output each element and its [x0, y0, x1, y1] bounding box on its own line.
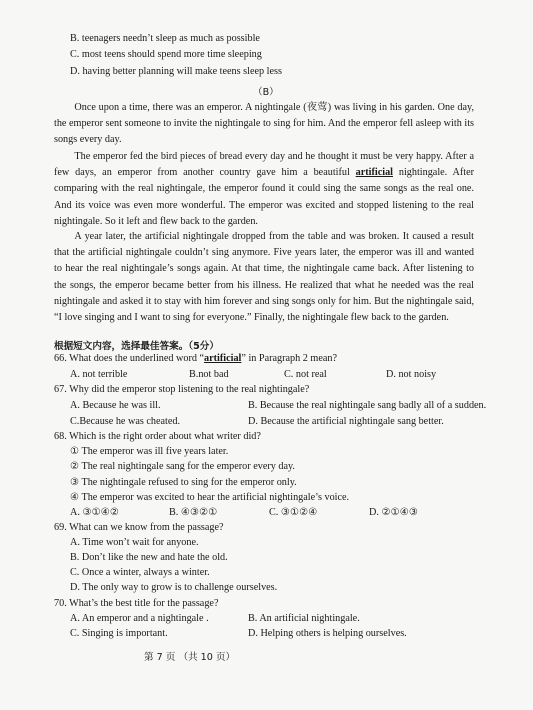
question-68-option-b: B. ④③②①: [169, 507, 218, 518]
question-69-option-c: C. Once a winter, always a winter.: [70, 567, 210, 578]
question-66-stem-a: 66. What does the underlined word “: [54, 353, 205, 364]
passage-paragraph-3: [54, 229, 474, 326]
question-69-option-d: D. The only way to grow is to challenge ourselves.: [70, 582, 278, 593]
passage-paragraph-2: [54, 149, 474, 230]
question-68-option-a: A. ③①④②: [70, 507, 119, 518]
paragraph-2-text-a: The emperor fed the bird pieces of bread every day and he thought it must be very happy. After a few days, an emperor from another country gave him a beautiful: [54, 151, 474, 179]
underlined-word: artificial: [355, 167, 393, 179]
question-68-option-c: C. ③①②④: [269, 507, 318, 518]
question-66-stem: [54, 353, 337, 364]
question-66-stem-b: ” in Paragraph 2 mean?: [241, 353, 337, 364]
question-67-option-c: C.Because he was cheated.: [70, 416, 181, 427]
question-68-event-2: ② The real nightingale sang for the emperor every day.: [70, 461, 295, 472]
question-66-option-b: B.not bad: [189, 369, 229, 380]
question-66-option-c: C. not real: [284, 369, 327, 380]
question-70-option-c: C. Singing is important.: [70, 628, 168, 639]
paragraph-2-text-b: nightingale. After comparing with the real nightingale, the emperor found it could sing the same songs as the real one. And its voice was even more wonderful. The emperor was excited and stopped listening to the real nightingale. So it left and flew back to the garden.: [54, 167, 475, 227]
instruction: 根据短文内容，选择最佳答案。（5分）: [54, 341, 219, 352]
prev-option-b: B. teenagers needn’t sleep as much as possible: [70, 33, 260, 44]
prev-option-c: C. most teens should spend more time sleeping: [70, 49, 262, 60]
question-68-stem: 68. Which is the right order about what writer did?: [54, 431, 261, 442]
question-66-option-a: A. not terrible: [70, 369, 128, 380]
question-66-word: artificial: [204, 353, 242, 364]
question-67-option-a: A. Because he was ill.: [70, 400, 161, 411]
question-70-stem: 70. What’s the best title for the passage?: [54, 598, 219, 609]
paragraph-3-text: A year later, the artificial nightingale dropped from the table and was broken. It caused a result that the artificial nightingale couldn’t sing anymore. Five years later, the emperor was ill and wanted to hear the real nightingale’s songs again. At that time, the nightingale came back. After listening to the songs, the emperor became better from his illness. He realized that what he needed was the real nightingale and asked it to stay with him forever and sing songs only for him. But the nightingale said, “I love singing and I want to sing for everyone.” Finally, the nightingale flew back to the garden.: [54, 231, 474, 324]
question-66-option-d: D. not noisy: [386, 369, 437, 380]
question-70-option-a: A. An emperor and a nightingale .: [70, 613, 209, 624]
question-68-event-3: ③ The nightingale refused to sing for the emperor only.: [70, 477, 297, 488]
question-70-option-d: D. Helping others is helping ourselves.: [248, 628, 407, 639]
question-68-event-4: ④ The emperor was excited to hear the artificial nightingale’s voice.: [70, 492, 350, 503]
page-footer: 第 7 页 （共 10 页）: [144, 652, 236, 663]
question-68-option-d: D. ②①④③: [369, 507, 418, 518]
question-67-stem: 67. Why did the emperor stop listening to the real nightingale?: [54, 384, 310, 395]
question-70-option-b: B. An artificial nightingale.: [248, 613, 360, 624]
passage-paragraph-1: [54, 100, 474, 149]
question-68-event-1: ① The emperor was ill five years later.: [70, 446, 229, 457]
question-69-option-a: A. Time won’t wait for anyone.: [70, 537, 199, 548]
question-67-option-b: B. Because the real nightingale sang badly all of a sudden.: [248, 400, 487, 411]
question-69-option-b: B. Don’t like the new and hate the old.: [70, 552, 228, 563]
question-69-stem: 69. What can we know from the passage?: [54, 522, 224, 533]
section-label: （B）: [253, 87, 279, 98]
prev-option-d: D. having better planning will make teens sleep less: [70, 66, 282, 77]
paragraph-1-text: Once upon a time, there was an emperor. A nightingale (夜莺) was living in his garden. One day, the emperor sent someone to invite the nightingale to sing for him. And the emperor fell asleep with its songs every day.: [54, 102, 474, 146]
question-67-option-d: D. Because the artificial nightingale sang better.: [248, 416, 444, 427]
